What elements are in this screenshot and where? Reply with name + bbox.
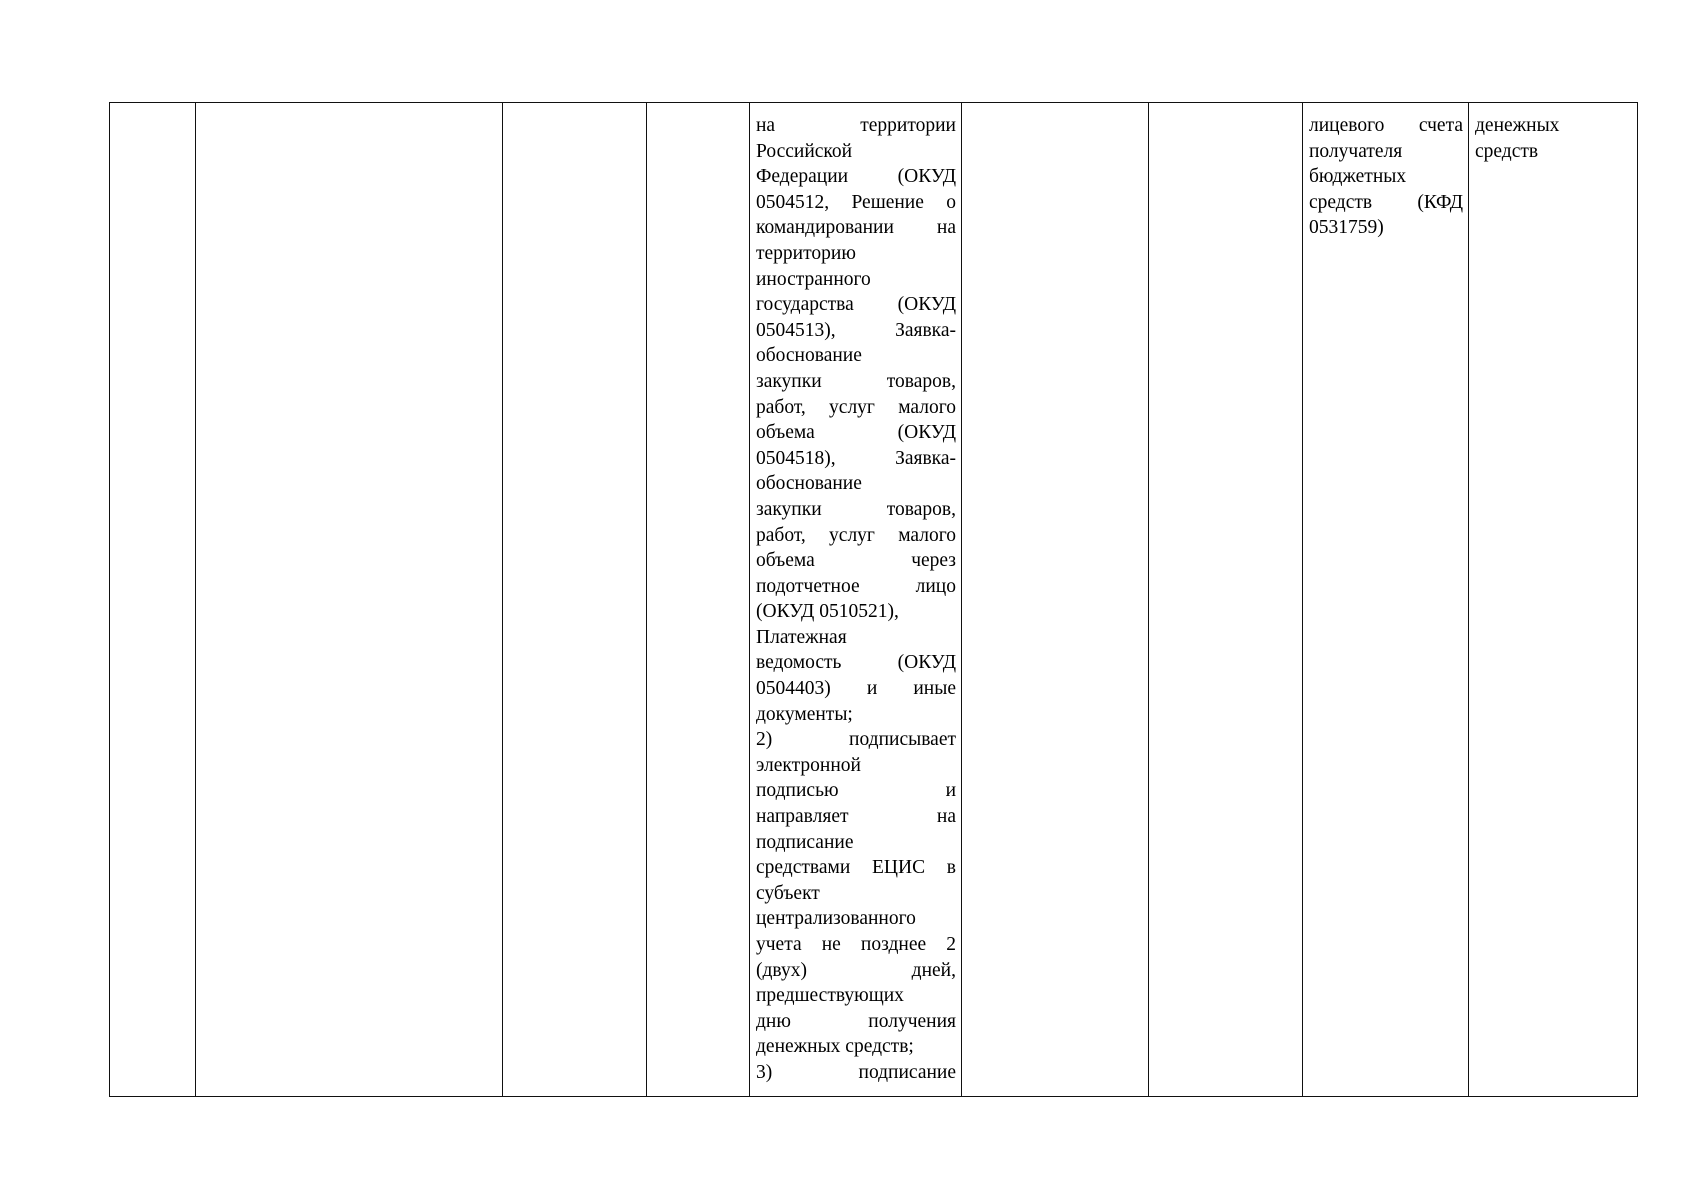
cell-text-line: направляет на bbox=[756, 806, 956, 828]
cell-text-block bbox=[756, 113, 956, 1086]
cell-text-line: территорию bbox=[756, 242, 856, 264]
cell-text-line: Федерации (ОКУД bbox=[756, 166, 956, 188]
cell-text-line: Платежная bbox=[756, 626, 847, 648]
cell-text-line: работ, услуг малого bbox=[756, 524, 956, 546]
cell-text-line: 0504518), Заявка- bbox=[756, 447, 956, 469]
cell-text-line: работ, услуг малого bbox=[756, 396, 956, 418]
cell-text-line: 3) подписание bbox=[756, 1061, 956, 1083]
cell-text-line: бюджетных bbox=[1309, 166, 1407, 188]
cell-text-line: 0531759) bbox=[1309, 217, 1384, 239]
cell-text-block bbox=[1475, 113, 1632, 164]
cell-text-line: командировании на bbox=[756, 217, 956, 239]
cell-text-line: подписью и bbox=[756, 780, 956, 802]
cell-text-line: субъект bbox=[756, 882, 820, 904]
cell-text-line: ведомость (ОКУД bbox=[756, 652, 956, 674]
cell-text-line: 0504512, Решение о bbox=[756, 191, 956, 213]
cell-text-line: лицевого счета bbox=[1309, 115, 1463, 136]
cell-text-line: иностранного bbox=[756, 268, 871, 290]
table-cell-col7 bbox=[1149, 103, 1303, 1097]
cell-text-line: (ОКУД 0510521), bbox=[756, 601, 899, 623]
cell-text-line: денежных средств; bbox=[756, 1036, 914, 1058]
cell-text-line: 2) подписывает bbox=[756, 729, 956, 751]
cell-text-line: обоснование bbox=[756, 345, 862, 367]
cell-text-line: 0504403) и иные bbox=[756, 678, 956, 700]
cell-text-line: обоснование bbox=[756, 473, 862, 495]
cell-text-line: денежных bbox=[1475, 115, 1560, 136]
cell-text-line: 0504513), Заявка- bbox=[756, 319, 956, 341]
cell-text-line: подписание bbox=[756, 831, 854, 853]
cell-text-line: средств bbox=[1475, 140, 1539, 162]
cell-text-line: учета не позднее 2 bbox=[756, 934, 956, 955]
table-cell-col5 bbox=[750, 103, 962, 1097]
table-cell-col2 bbox=[196, 103, 503, 1097]
table-cell-col1 bbox=[110, 103, 196, 1097]
table-cell-col8 bbox=[1303, 103, 1469, 1097]
table-cell-col3 bbox=[503, 103, 647, 1097]
cell-text-line: электронной bbox=[756, 754, 861, 776]
table-cell-col9 bbox=[1469, 103, 1638, 1097]
cell-text-line: средствами ЕЦИС в bbox=[756, 857, 956, 879]
cell-text-line: централизованного bbox=[756, 908, 916, 930]
table-cell-col4 bbox=[647, 103, 750, 1097]
cell-text-line: дню получения bbox=[756, 1010, 956, 1032]
cell-text-line: подотчетное лицо bbox=[756, 575, 956, 597]
cell-text-line: средств (КФД bbox=[1309, 191, 1463, 213]
cell-text-line: объема через bbox=[756, 550, 956, 572]
cell-text-line: на территории bbox=[756, 115, 956, 136]
document-table bbox=[109, 102, 1638, 1097]
cell-text-line: закупки товаров, bbox=[756, 370, 956, 392]
cell-text-line: получателя bbox=[1309, 140, 1403, 162]
cell-text-line: (двух) дней, bbox=[756, 959, 956, 981]
cell-text-line: предшествующих bbox=[756, 985, 904, 1007]
table-cell-col6 bbox=[962, 103, 1149, 1097]
cell-text-line: Российской bbox=[756, 140, 853, 162]
cell-text-line: документы; bbox=[756, 703, 853, 725]
cell-text-line: государства (ОКУД bbox=[756, 294, 956, 316]
cell-text-line: объема (ОКУД bbox=[756, 422, 956, 444]
cell-text-block bbox=[1309, 113, 1463, 241]
cell-text-line: закупки товаров, bbox=[756, 498, 956, 520]
table-row bbox=[110, 103, 1638, 1097]
